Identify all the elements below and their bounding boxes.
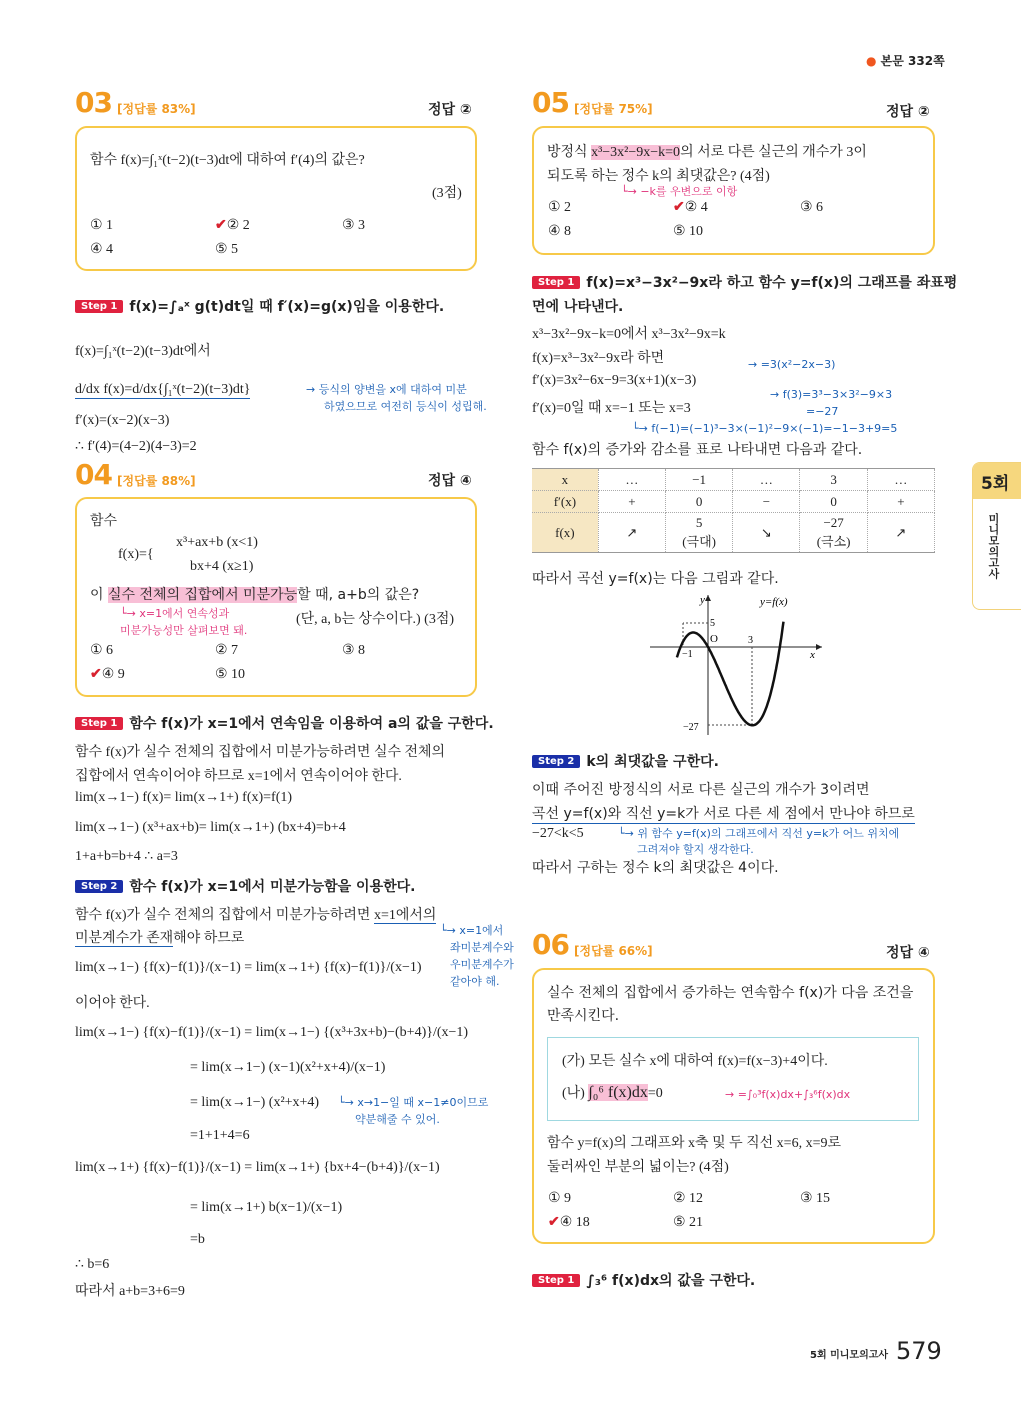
step-2-heading [532, 751, 719, 771]
table-row [532, 469, 935, 491]
solution-line: = lim(x→1−) (x²+x+4) [190, 1095, 320, 1110]
solution-line: 이때 주어진 방정식의 서로 다른 실근의 개수가 3이려면 [532, 782, 870, 798]
question-text [90, 584, 419, 604]
solution-line: 따라서 a+b=3+6=9 [75, 1284, 185, 1299]
annotation: └→ x=1에서 [440, 924, 504, 937]
table-cell: ↗ [867, 513, 934, 553]
highlight: x³−3x²−9x−k=0 [591, 145, 681, 160]
text: 방정식 [547, 145, 592, 160]
solution-line: 집합에서 연속이어야 하므로 x=1에서 연속이어야 한다. [75, 769, 402, 784]
solution-line: x³−3x²−9x−k=0에서 x³−3x²−9x=k [532, 327, 726, 342]
table-cell: + [598, 491, 665, 513]
choice-3: ③ 6 [800, 200, 824, 215]
solution-line: f′(x)=(x−2)(x−3) [75, 413, 170, 428]
annotation: 그려져야 할지 생각한다. [637, 843, 754, 856]
text: 함수 f(x)가 실수 전체의 집합에서 미분가능하려면 [75, 908, 374, 923]
question-text [547, 141, 867, 161]
solution-line: 따라서 곡선 y=f(x)는 다음 그림과 같다. [532, 571, 779, 587]
table-cell: … [867, 469, 934, 491]
cubic-curve [677, 622, 784, 726]
choice-5: ⑤ 5 [215, 242, 239, 257]
table-cell: −1 [665, 469, 732, 491]
choice-5: ⑤ 10 [215, 667, 246, 682]
annotation: 같아야 해. [450, 975, 500, 988]
step-1-heading [75, 296, 444, 316]
step-badge: Step 1 [532, 1274, 580, 1287]
correct-rate: [정답률 75%] [574, 102, 653, 116]
choice-text: ④ 9 [101, 667, 125, 682]
y-axis-arrow [705, 595, 711, 601]
solution-line: = lim(x→1+) b(x−1)/(x−1) [190, 1200, 343, 1215]
solution-line: =1+1+4=6 [190, 1128, 250, 1143]
choice-text: ④ 18 [559, 1215, 590, 1230]
annotation: 좌미분계수와 [450, 941, 514, 954]
min-value-label: −27 [683, 722, 699, 733]
solution-line: f(x)=∫₁ˣ(t−2)(t−3)dt에서 [75, 344, 211, 359]
correct-rate: [정답률 66%] [574, 944, 653, 958]
solution-line: = lim(x→1−) (x−1)(x²+x+4)/(x−1) [190, 1060, 386, 1075]
condition: (단, a, b는 상수이다.) (3점) [296, 612, 455, 627]
table-cell: 0 [800, 491, 867, 513]
text: 이 [90, 587, 108, 603]
step-title: f(x)=∫ₐˣ g(t)dt일 때 f′(x)=g(x)임을 이용한다. [129, 299, 445, 315]
text: 해야 하므로 [173, 931, 245, 946]
solution-line: −27<k<5 [532, 826, 584, 841]
question-box [75, 126, 477, 271]
choice-2: ② 12 [673, 1191, 704, 1206]
step-title: 면에 나타낸다. [532, 299, 624, 315]
page-reference [866, 52, 945, 69]
highlight: ∫₀⁶ f(x)dx [588, 1084, 648, 1101]
step-badge: Step 2 [532, 755, 580, 768]
x-axis-arrow [816, 644, 822, 650]
underline: x=1에서의 [373, 908, 437, 923]
annotation: → =∫₀³f(x)dx+∫₃⁶f(x)dx [725, 1088, 851, 1101]
table-cell: ↗ [598, 513, 665, 553]
variation-table [532, 468, 935, 553]
question-number: 06 [532, 928, 569, 961]
page-number: 579 [896, 1337, 942, 1365]
table-cell: − [733, 491, 800, 513]
table-cell: 5 (극대) [665, 513, 732, 553]
step-title: ∫₃⁶ f(x)dx의 값을 구한다. [586, 1273, 756, 1289]
question-text: 실수 전체의 집합에서 증가하는 연속함수 f(x)가 다음 조건을 [547, 985, 914, 1001]
choice-text: ② 2 [226, 218, 250, 233]
question-text: 함수 [90, 513, 118, 529]
table-cell: 3 [800, 469, 867, 491]
choice-1: ① 6 [90, 643, 114, 658]
choice-2 [673, 199, 708, 216]
solution-line: lim(x→1+) {f(x)−f(1)}/(x−1) = lim(x→1+) {bx+4−(b+4)}/(x−1) [75, 1160, 440, 1175]
condition-b [562, 1082, 663, 1102]
annotation: 우미분계수가 [450, 958, 514, 971]
piecewise-lhs: f(x)={ [118, 547, 154, 562]
answer-label: 정답 ④ [428, 473, 472, 489]
solution-line: d/dx f(x)=d/dx{∫₁ˣ(t−2)(t−3)dt} [75, 382, 251, 397]
choice-3: ③ 15 [800, 1191, 831, 1206]
question-text: 만족시킨다. [547, 1008, 620, 1024]
table-row [532, 513, 935, 553]
annotation: └→ −k를 우변으로 이항 [621, 185, 738, 198]
text: (나) [562, 1086, 589, 1101]
text: =0 [647, 1086, 663, 1101]
step-1-heading [532, 272, 957, 292]
solution-line: 이어야 한다. [75, 996, 150, 1011]
solution-line: 따라서 구하는 정수 k의 최댓값은 4이다. [532, 860, 779, 876]
question-text: 둘러싸인 부분의 넓이는? (4점) [547, 1160, 729, 1175]
choice-1: ① 1 [90, 218, 114, 233]
solution-line: lim(x→1−) (x³+ax+b)= lim(x→1+) (bx+4)=b+4 [75, 820, 346, 835]
check-icon: ✔ [548, 1215, 560, 1230]
annotation: └→ x→1−일 때 x−1≠0이므로 [338, 1096, 489, 1109]
question-text: 함수 y=f(x)의 그래프와 x축 및 두 직선 x=6, x=9로 [547, 1136, 841, 1151]
question-text: 함수 f(x)=∫₁ˣ(t−2)(t−3)dt에 대하여 f′(4)의 값은? [90, 153, 365, 168]
tab-title: 미니모의고사 [987, 513, 1000, 579]
check-icon: ✔ [215, 218, 227, 233]
highlight: 실수 전체의 집합에서 미분가능 [107, 587, 298, 603]
choice-2 [215, 217, 250, 234]
annotation: → f(3)=3³−3×3²−9×3 [770, 388, 893, 401]
step-title: 함수 f(x)가 x=1에서 연속임을 이용하여 a의 값을 구한다. [129, 716, 494, 732]
choice-1: ① 9 [548, 1191, 572, 1206]
choice-5: ⑤ 10 [673, 224, 704, 239]
solution-line: f′(x)=3x²−6x−9=3(x+1)(x−3) [532, 373, 697, 388]
annotation: └→ x=1에서 연속성과 [120, 607, 230, 620]
table-cell: f′(x) [532, 491, 598, 513]
choice-1: ① 2 [548, 200, 572, 215]
circle-icon: ● [866, 54, 877, 68]
solution-line: 함수 f(x)의 증가와 감소를 표로 나타내면 다음과 같다. [532, 442, 863, 458]
cubic-graph [640, 590, 830, 740]
step-badge: Step 1 [75, 300, 123, 313]
solution-line: ∴ b=6 [75, 1257, 110, 1272]
step-badge: Step 2 [75, 880, 123, 893]
tick-label: −1 [682, 649, 693, 660]
choice-3: ③ 3 [342, 218, 366, 233]
answer-label: 정답 ② [886, 104, 930, 120]
page-reference-text: 본문 332쪽 [880, 54, 945, 68]
step-title: f(x)=x³−3x²−9x라 하고 함수 y=f(x)의 그래프를 좌표평 [586, 275, 958, 291]
round-label: 5회 [973, 463, 1021, 499]
origin-label: O [710, 633, 718, 645]
annotation: └→ f(−1)=(−1)³−3×(−1)²−9×(−1)=−1−3+9=5 [632, 422, 898, 435]
solution-line: ∴ f′(4)=(4−2)(4−3)=2 [75, 439, 197, 454]
correct-rate: [정답률 83%] [117, 102, 196, 116]
solution-line: =b [190, 1232, 205, 1247]
underline: 미분계수가 존재 [75, 931, 174, 946]
correct-rate: [정답률 88%] [117, 474, 196, 488]
solution-line: lim(x→1−) {f(x)−f(1)}/(x−1) = lim(x→1−) {(x³+3x+b)−(b+4)}/(x−1) [75, 1025, 469, 1040]
choice-4: ④ 4 [90, 242, 114, 257]
choice-5: ⑤ 21 [673, 1215, 704, 1230]
choice-3: ③ 8 [342, 643, 366, 658]
table-cell: −27 (극소) [800, 513, 867, 553]
points: (3점) [432, 186, 462, 201]
step-2-heading [75, 876, 415, 896]
footer-label: 5회 미니모의고사 [810, 1350, 889, 1361]
table-cell: … [598, 469, 665, 491]
table-row [532, 491, 935, 513]
solution-line [75, 927, 244, 947]
table-cell: x [532, 469, 598, 491]
annotation: └→ 위 함수 y=f(x)의 그래프에서 직선 y=k가 어느 위치에 [618, 827, 900, 840]
table-cell: … [733, 469, 800, 491]
tick-label: 3 [748, 635, 753, 646]
check-icon: ✔ [90, 667, 102, 682]
step-badge: Step 1 [532, 276, 580, 289]
text: 의 서로 다른 실근의 개수가 3이 [680, 145, 867, 160]
piecewise-case: x³+ax+b (x<1) [176, 535, 258, 550]
answer-label: 정답 ④ [886, 945, 930, 961]
piecewise-case: bx+4 (x≥1) [190, 559, 254, 574]
side-tab[interactable] [972, 462, 1021, 610]
table-cell: f(x) [532, 513, 598, 553]
solution-line: lim(x→1−) {f(x)−f(1)}/(x−1) = lim(x→1+) {f(x)−f(1)}/(x−1) [75, 960, 422, 975]
step-title: 함수 f(x)가 x=1에서 미분가능함을 이용한다. [129, 879, 416, 895]
x-axis-label: x [810, 649, 815, 661]
annotation: → 등식의 양변을 x에 대하여 미분 [306, 383, 467, 396]
table-cell: ↘ [733, 513, 800, 553]
condition-a: (가) 모든 실수 x에 대하여 f(x)=f(x−3)+4이다. [562, 1054, 828, 1069]
question-text: 되도록 하는 정수 k의 최댓값은? (4점) [547, 169, 770, 184]
step-badge: Step 1 [75, 717, 123, 730]
question-number: 05 [532, 86, 569, 119]
annotation: 약분해줄 수 있어. [355, 1113, 440, 1126]
text: 할 때, a+b의 값은? [297, 587, 420, 603]
y-axis-label: y [700, 594, 705, 606]
curve-label: y=f(x) [760, 596, 788, 608]
solution-line: 함수 f(x)가 실수 전체의 집합에서 미분가능하려면 실수 전체의 [75, 745, 446, 760]
question-number: 03 [75, 86, 112, 119]
step-1-heading [75, 713, 494, 733]
choice-text: ② 4 [684, 200, 708, 215]
solution-line: lim(x→1−) f(x)= lim(x→1+) f(x)=f(1) [75, 790, 293, 805]
choice-2: ② 7 [215, 643, 239, 658]
check-icon: ✔ [673, 200, 685, 215]
annotation: → =3(x²−2x−3) [748, 358, 836, 371]
table-cell: + [867, 491, 934, 513]
table-cell: 0 [665, 491, 732, 513]
solution-line: 곡선 y=f(x)와 직선 y=k가 서로 다른 세 점에서 만나야 하므로 [532, 803, 915, 824]
choice-4 [90, 666, 125, 683]
solution-line: 1+a+b=b+4 ∴ a=3 [75, 849, 178, 864]
question-number: 04 [75, 458, 112, 491]
answer-label: 정답 ② [428, 102, 472, 118]
annotation: 하였으므로 여전히 등식이 성립해. [324, 400, 487, 413]
step-title: k의 최댓값을 구한다. [586, 754, 719, 770]
annotation: 미분가능성만 살펴보면 돼. [120, 624, 248, 637]
solution-line: f(x)=x³−3x²−9x라 하면 [532, 351, 665, 366]
solution-line [75, 904, 436, 924]
annotation: =−27 [806, 405, 839, 418]
choice-4 [548, 1214, 590, 1231]
solution-line: f′(x)=0일 때 x=−1 또는 x=3 [532, 401, 691, 416]
max-value-label: 5 [710, 618, 715, 629]
choice-4: ④ 8 [548, 224, 572, 239]
step-1-heading [532, 1270, 755, 1290]
